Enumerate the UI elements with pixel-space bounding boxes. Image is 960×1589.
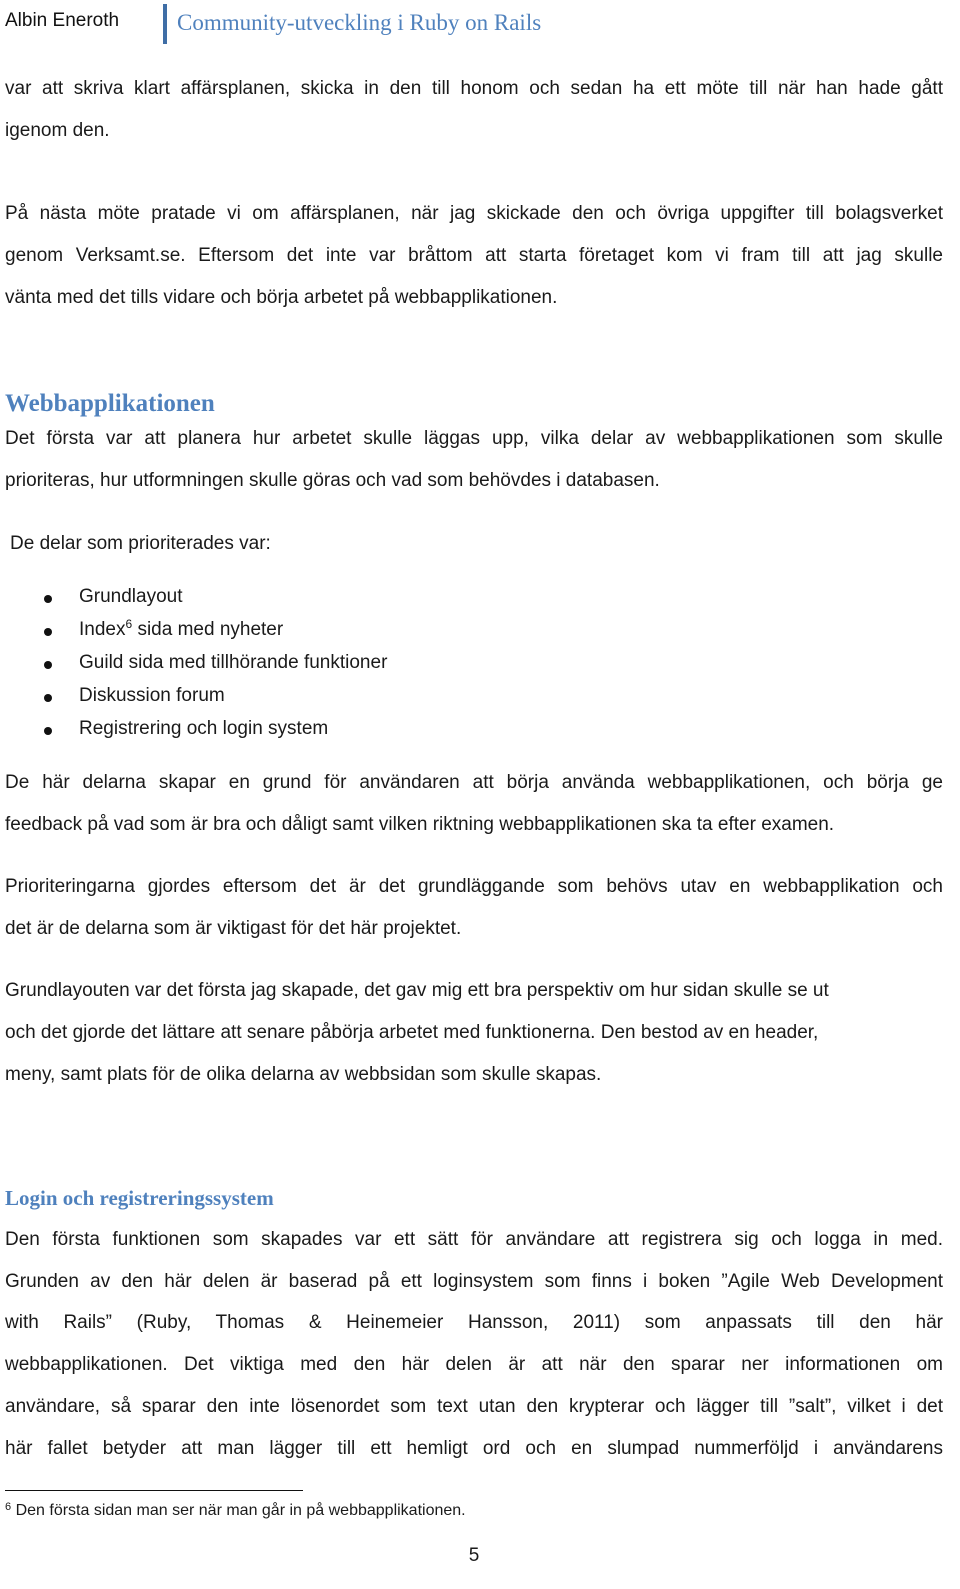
footnote-reference: 6 xyxy=(125,617,133,631)
list-item: Diskussion forum xyxy=(79,685,225,706)
footnote-separator xyxy=(5,1490,303,1491)
body-line: with Rails” (Ruby, Thomas & Heinemeier Hansson, 2011) som anpassats till den här xyxy=(5,1312,943,1333)
body-line: vänta med det tills vidare och börja arbetet på webbapplikationen. xyxy=(5,287,558,308)
body-line: Den första funktionen som skapades var ett sätt för användare att registrera sig och logga in med. xyxy=(5,1229,943,1250)
header-document-title: Community-utveckling i Ruby on Rails xyxy=(177,10,542,35)
body-line: Prioriteringarna gjordes eftersom det är det grundläggande som behövs utav en webbapplikation och xyxy=(5,876,943,897)
footnote-text: Den första sidan man ser när man går in på webbapplikationen. xyxy=(11,1502,466,1519)
body-line: De här delarna skapar en grund för användaren att börja använda webbapplikationen, och börja ge xyxy=(5,772,943,793)
body-line: här fallet betyder att man lägger till ett hemligt ord och en slumpad nummerföljd i användarens xyxy=(5,1438,943,1459)
body-line: Det första var att planera hur arbetet skulle läggas upp, vilka delar av webbapplikationen som skulle xyxy=(5,428,943,449)
list-item: Guild sida med tillhörande funktioner xyxy=(79,652,388,673)
body-line: Grunden av den här delen är baserad på ett loginsystem som finns i boken ”Agile Web Development xyxy=(5,1271,943,1292)
body-line: webbapplikationen. Det viktiga med den här delen är att när den sparar ner informationen om xyxy=(5,1354,943,1375)
bullet-icon xyxy=(44,628,52,636)
page-number: 5 xyxy=(468,1545,480,1566)
bullet-icon xyxy=(44,661,52,669)
list-intro: De delar som prioriterades var: xyxy=(10,533,271,554)
bullet-icon xyxy=(44,694,52,702)
page-header xyxy=(5,4,945,44)
body-line: användare, så sparar den inte lösenordet som text utan den krypterar och lägger till ”salt”, vilket i det xyxy=(5,1396,943,1417)
body-line: var att skriva klart affärsplanen, skicka in den till honom och sedan ha ett möte till när han hade gått xyxy=(5,78,943,99)
list-item: Registrering och login system xyxy=(79,718,329,739)
list-item: Index$^6$ sida med nyheter xyxy=(79,617,284,640)
footnote-number: 6 xyxy=(5,1501,12,1513)
body-line: igenom den. xyxy=(5,120,110,141)
body-line: det är de delarna som är viktigast för det här projektet. xyxy=(5,918,462,939)
body-line: feedback på vad som är bra och dåligt samt vilken riktning webbapplikationen ska ta efter examen. xyxy=(5,814,835,835)
section-heading-webapp: Webbapplikationen xyxy=(5,390,215,417)
bullet-icon xyxy=(44,727,52,735)
body-line: På nästa möte pratade vi om affärsplanen, när jag skickade den och övriga uppgifter till bolagsverket xyxy=(5,203,943,224)
section-heading-login: Login och registreringssystem xyxy=(5,1186,274,1210)
body-line: meny, samt plats för de olika delarna av webbsidan som skulle skapas. xyxy=(5,1064,602,1085)
body-line: och det gjorde det lättare att senare påbörja arbetet med funktionerna. Den bestod av en header, xyxy=(5,1022,819,1043)
body-line: genom Verksamt.se. Eftersom det inte var bråttom att starta företaget kom vi fram till att jag skulle xyxy=(5,245,943,266)
header-author: Albin Eneroth xyxy=(5,10,120,31)
header-divider xyxy=(163,4,167,44)
list-item: Grundlayout xyxy=(79,586,183,607)
body-line: prioriteras, hur utformningen skulle göras och vad som behövdes i databasen. xyxy=(5,470,660,491)
bullet-icon xyxy=(44,595,52,603)
footnote xyxy=(5,1502,466,1520)
body-line: Grundlayouten var det första jag skapade, det gav mig ett bra perspektiv om hur sidan skulle se ut xyxy=(5,980,829,1001)
